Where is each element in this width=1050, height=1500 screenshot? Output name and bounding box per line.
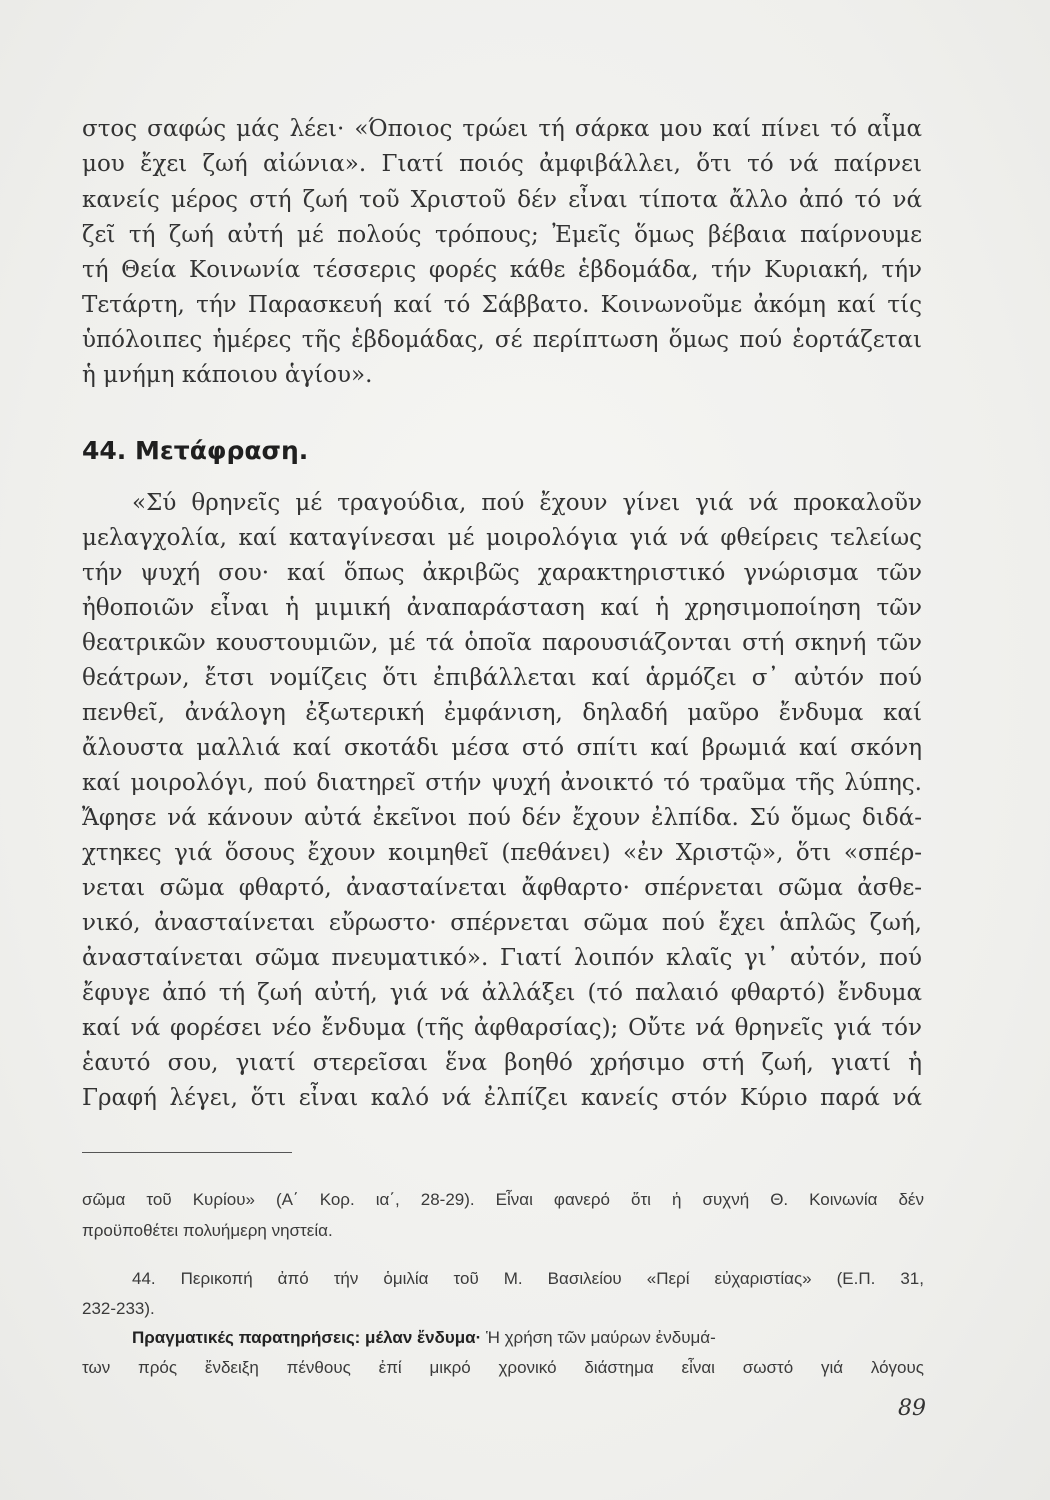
text-line: νικό, ἀνασταίνεται εὔρωστο· σπέρνεται σῶμα πού ἔχει ἁπλῶς ζωή, [82, 910, 922, 936]
text-line: καί νά φορέσει νέο ἔνδυμα (τῆς ἀφθαρσίας); Οὔτε νά θρηνεῖς γιά τόν [82, 1015, 922, 1041]
text-line: ὑπόλοιπες ἡμέρες τῆς ἑβδομάδας, σέ περίπτωση ὅμως πού ἑορτάζεται [82, 327, 922, 353]
text-line: μου ἔχει ζωή αἰώνια». Γιατί ποιός ἀμφιβάλλει, ὅτι τό νά παίρνει [82, 151, 922, 177]
text-line: ἡ μνήμη κάποιου ἁγίου». [82, 362, 373, 388]
remarks-text: Ἡ χρήση τῶν μαύρων ἐνδυμά- [481, 1328, 716, 1347]
text-line: «Σύ θρηνεῖς μέ τραγούδια, πού ἔχουν γίνει γιά νά προκαλοῦν [132, 490, 922, 516]
text-line: θεατρικῶν κουστουμιῶν, μέ τά ὁποῖα παρουσιάζονται στή σκηνή τῶν [82, 630, 922, 656]
text-line: στος σαφώς μάς λέει· «Όποιος τρώει τή σάρκα μου καί πίνει τό αἷμα [82, 116, 922, 142]
text-line: πενθεῖ, ἀνάλογη ἐξωτερική ἐμφάνιση, δηλαδή μαῦρο ἔνδυμα καί [82, 700, 922, 726]
page-number: 89 [898, 1396, 926, 1421]
text-line: ἀνασταίνεται σῶμα πνευματικό». Γιατί λοιπόν κλαῖς γι᾽ αὐτόν, πού [82, 945, 922, 971]
text-line: ἠθοποιῶν εἶναι ἡ μιμική ἀναπαράσταση καί ἡ χρησιμοποίηση τῶν [82, 595, 922, 621]
text-line: τή Θεία Κοινωνία τέσσερις φορές κάθε ἑβδομάδα, τήν Κυριακή, τήν [82, 257, 922, 283]
footnote-line: 232-233). [82, 1299, 155, 1318]
text-line: κανείς μέρος στή ζωή τοῦ Χριστοῦ δέν εἶναι τίποτα ἄλλο ἀπό τό νά [82, 187, 922, 213]
text-line: τήν ψυχή σου· καί ὅπως ἀκριβῶς χαρακτηριστικό γνώρισμα τῶν [82, 560, 922, 586]
text-line: νεται σῶμα φθαρτό, ἀνασταίνεται ἄφθαρτο· σπέρνεται σῶμα ἀσθε- [82, 875, 922, 901]
text-line: μελαγχολία, καί καταγίνεσαι μέ μοιρολόγια γιά νά φθείρεις τελείως [82, 525, 922, 551]
text-line: Ἄφησε νά κάνουν αὐτά ἐκεῖνοι πού δέν ἔχουν ἐλπίδα. Σύ ὅμως διδά- [82, 805, 922, 831]
section-heading: 44. Μετάφραση. [82, 436, 309, 465]
text-line: ἔφυγε ἀπό τή ζωή αὐτή, γιά νά ἀλλάξει (τό παλαιό φθαρτό) ἔνδυμα [82, 980, 922, 1006]
footnote-line: προϋποθέτει πολυήμερη νηστεία. [82, 1221, 333, 1240]
text-line: ζεῖ τή ζωή αὐτή μέ πολούς τρόπους; Ἐμεῖς ὅμως βέβαια παίρνουμε [82, 222, 922, 248]
text-line: θεάτρων, ἔτσι νομίζεις ὅτι ἐπιβάλλεται καί ἁρμόζει σ᾽ αὐτόν πού [82, 665, 922, 691]
remarks-label: Πραγματικές παρατηρήσεις: μέλαν ἔνδυμα· [132, 1328, 482, 1347]
remarks-line [132, 1326, 924, 1350]
text-line: καί μοιρολόγι, πού διατηρεῖ στήν ψυχή ἀνοικτό τό τραῦμα τῆς λύπης. [82, 770, 922, 796]
footnote-line: των πρός ἔνδειξη πένθους ἐπί μικρό χρονικό διάστημα εἶναι σωστό γιά λόγους [82, 1358, 924, 1377]
text-line: ἄλουστα μαλλιά καί σκοτάδι μέσα στό σπίτι καί βρωμιά καί σκόνη [82, 735, 922, 761]
text-line: χτηκες γιά ὅσους ἔχουν κοιμηθεῖ (πεθάνει) «ἐν Χριστῷ», ὅτι «σπέρ- [82, 840, 922, 866]
footnote-line: σῶμα τοῦ Κυρίου» (Α΄ Κορ. ια΄, 28-29). Εἶναι φανερό ὅτι ἡ συχνή Θ. Κοινωνία δέν [82, 1190, 924, 1209]
text-line: Τετάρτη, τήν Παρασκευή καί τό Σάββατο. Κοινωνοῦμε ἀκόμη καί τίς [82, 292, 922, 318]
footnote-44: 44. Περικοπή ἀπό τήν ὁμιλία τοῦ Μ. Βασιλείου «Περί εὐχαριστίας» (Ε.Π. 31, [132, 1269, 924, 1288]
text-line: Γραφή λέγει, ὅτι εἶναι καλό νά ἐλπίζει κανείς στόν Κύριο παρά νά [82, 1085, 922, 1111]
footnote-separator [82, 1152, 292, 1153]
text-line: ἑαυτό σου, γιατί στερεῖσαι ἕνα βοηθό χρήσιμο στή ζωή, γιατί ἡ [82, 1050, 922, 1076]
